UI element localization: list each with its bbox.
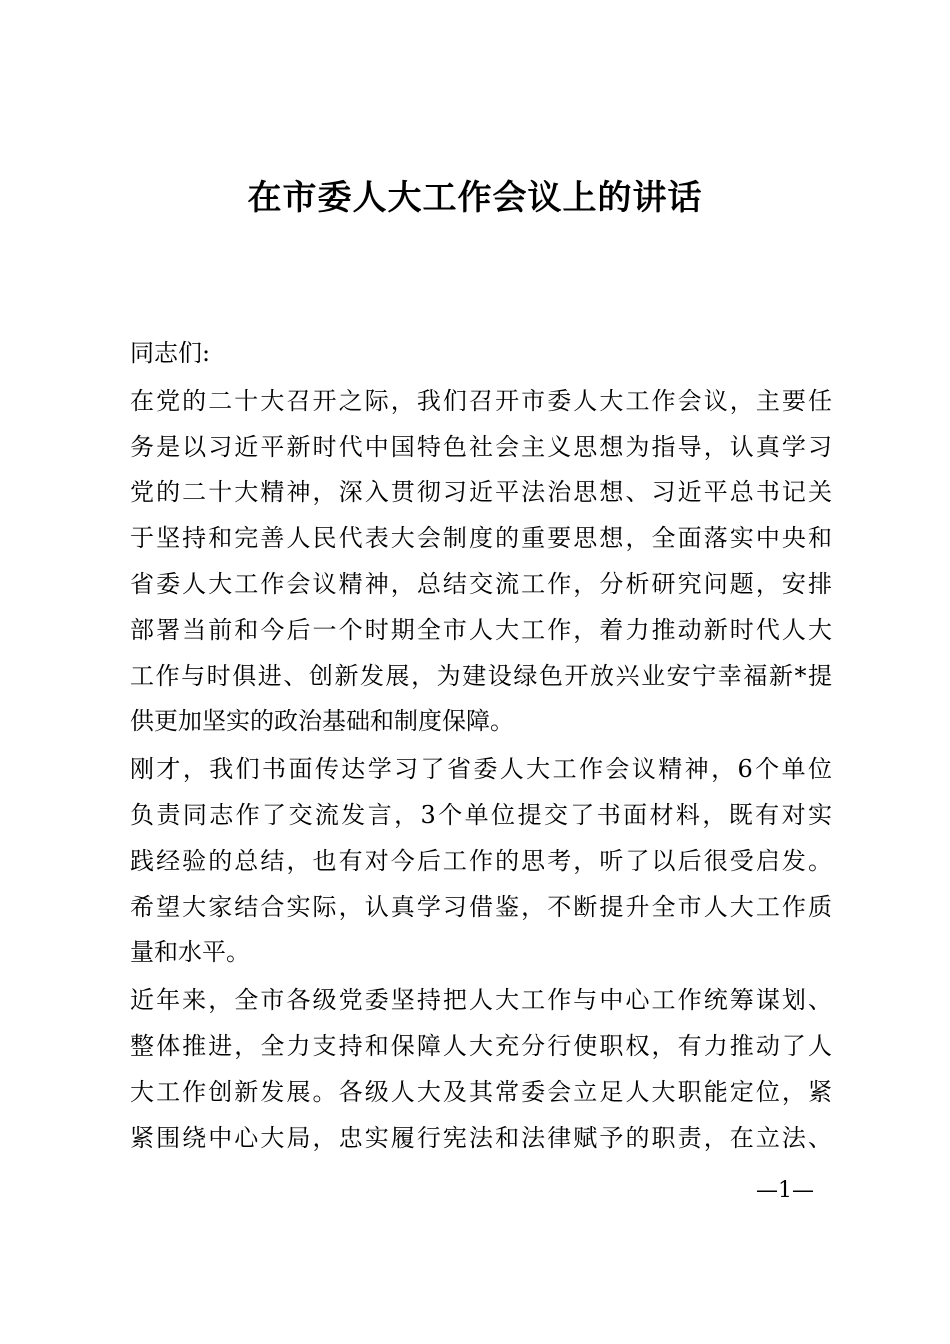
text-line: 近年来，全市各级党委坚持把人大工作与中心工作统筹谋划、 [130,986,832,1015]
text-line: 大工作创新发展。各级人大及其常委会立足人大职能定位，紧 [130,1077,832,1106]
text-line: 党的二十大精神，深入贯彻习近平法治思想、习近平总书记关 [130,478,832,507]
text-line: 务是以习近平新时代中国特色社会主义思想为指导，认真学习 [130,432,832,461]
text-line: 刚才，我们书面传达学习了省委人大工作会议精神，6个单位 [130,755,832,784]
text-line: 部署当前和今后一个时期全市人大工作，着力推动新时代人大 [130,615,832,644]
text-line: 工作与时俱进、创新发展，为建设绿色开放兴业安宁幸福新*提 [130,661,832,690]
text-line: 践经验的总结，也有对今后工作的思考，听了以后很受启发。 [130,846,832,875]
text-line: 整体推进，全力支持和保障人大充分行使职权，有力推动了人 [130,1031,832,1060]
paragraph [130,747,832,976]
text-line: 紧围绕中心大局，忠实履行宪法和法律赋予的职责，在立法、 [130,1123,832,1152]
text-line: 负责同志作了交流发言，3个单位提交了书面材料，既有对实 [130,800,832,829]
paragraph [130,379,832,745]
text-line: 供更加坚实的政治基础和制度保障。 [130,707,514,736]
salutation: 同志们: [130,339,211,367]
document-title: 在市委人大工作会议上的讲话 [247,178,703,218]
page-number: —1— [756,1178,814,1203]
text-line: 在党的二十大召开之际，我们召开市委人大工作会议，主要任 [130,386,832,415]
paragraph [130,978,832,1161]
text-line: 希望大家结合实际，认真学习借鉴，不断提升全市人大工作质 [130,892,832,921]
text-line: 于坚持和完善人民代表大会制度的重要思想，全面落实中央和 [130,524,832,553]
text-line: 省委人大工作会议精神，总结交流工作，分析研究问题，安排 [130,569,832,598]
text-line: 量和水平。 [130,938,250,967]
document-body [130,331,832,1161]
